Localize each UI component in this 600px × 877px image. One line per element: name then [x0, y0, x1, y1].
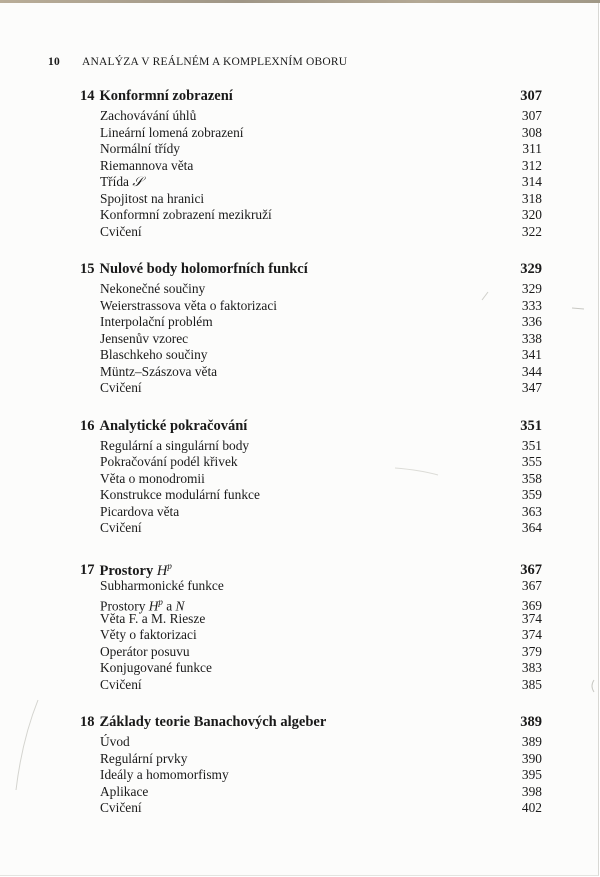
section-title: Lineární lomená zobrazení	[100, 124, 244, 140]
section-list	[80, 438, 542, 537]
scan-mark	[16, 700, 38, 790]
toc-entry[interactable]	[100, 734, 542, 751]
page-top-edge	[0, 0, 600, 3]
chapter-number: 18	[80, 714, 95, 730]
section-list	[80, 281, 542, 397]
section-page: 336	[521, 314, 542, 329]
section-page: 359	[521, 487, 542, 502]
toc-entry[interactable]	[100, 125, 542, 142]
section-page: 318	[521, 190, 542, 206]
toc-entry[interactable]	[100, 174, 542, 191]
section-page: 402	[521, 800, 542, 815]
page-number: 10	[48, 56, 60, 68]
toc-entry[interactable]	[100, 298, 542, 315]
section-title: Cvičení	[100, 223, 142, 239]
chapter-heading[interactable]	[80, 85, 542, 107]
section-title: Zachovávání úhlů	[100, 108, 197, 123]
section-title: Věta o monodromii	[100, 470, 205, 486]
section-page: 374	[521, 627, 542, 642]
toc-entry[interactable]	[100, 281, 542, 298]
toc-entry[interactable]	[100, 438, 542, 455]
section-page: 351	[521, 437, 542, 453]
section-title: Weierstrassova věta o faktorizaci	[100, 297, 278, 313]
toc-entry[interactable]	[100, 108, 542, 125]
chapter-title: Nulové body holomorfních funkcí	[99, 261, 308, 277]
section-page: 358	[521, 470, 542, 486]
section-title: Úvod	[100, 734, 130, 749]
chapter-page: 351	[520, 417, 542, 434]
section-title: Nekonečné součiny	[100, 281, 206, 296]
section-title: Riemannova věta	[100, 157, 194, 173]
section-page: 322	[521, 223, 542, 239]
chapter-18	[80, 711, 542, 817]
toc-entry[interactable]	[100, 454, 542, 471]
chapter-title: Základy teorie Banachových algeber	[99, 714, 327, 730]
section-title: Ideály a homomorfismy	[100, 767, 229, 782]
chapter-page: 389	[520, 714, 542, 730]
section-title: Konstrukce modulární funkce	[100, 487, 260, 502]
math-superscript-p: p	[158, 597, 163, 607]
section-page: 379	[521, 643, 542, 659]
section-page: 367	[521, 577, 542, 593]
section-page: 369	[521, 598, 542, 614]
section-page: 308	[521, 124, 542, 140]
section-list	[80, 578, 542, 694]
section-page: 311	[522, 141, 542, 156]
section-page: 307	[521, 108, 542, 123]
section-title: Pokračování podél křivek	[100, 454, 238, 469]
toc-entry[interactable]	[100, 207, 542, 224]
chapter-title: Konformní zobrazení	[99, 88, 233, 104]
scan-mark	[572, 308, 584, 309]
section-page: 344	[521, 363, 542, 379]
section-title: Normální třídy	[100, 141, 180, 156]
section-page: 395	[521, 767, 542, 782]
section-title: Cvičení	[100, 800, 142, 815]
book-title: ANALÝZA V REÁLNÉM A KOMPLEXNÍM OBORU	[82, 56, 348, 68]
running-head	[48, 56, 347, 68]
section-title: Aplikace	[100, 783, 149, 799]
toc-entry[interactable]	[100, 331, 542, 348]
section-title: Cvičení	[100, 520, 142, 535]
toc-entry[interactable]	[100, 660, 542, 677]
toc-entry[interactable]	[100, 677, 542, 694]
section-title: Picardova věta	[100, 503, 180, 519]
toc-entry[interactable]	[100, 578, 542, 595]
math-superscript-p: p	[167, 560, 172, 571]
toc-entry[interactable]	[100, 751, 542, 768]
toc-entry[interactable]	[100, 611, 542, 628]
toc-entry[interactable]	[100, 627, 542, 644]
chapter-title: Prostory	[99, 562, 157, 579]
section-title: Müntz–Szászova věta	[100, 363, 218, 379]
section-page: 364	[521, 520, 542, 535]
section-title: Spojitost na hranici	[100, 190, 205, 206]
math-N: N	[175, 598, 185, 614]
section-list	[80, 734, 542, 817]
section-title: Blaschkeho součiny	[100, 347, 208, 362]
chapter-heading[interactable]	[80, 711, 542, 733]
section-page: 341	[521, 347, 542, 362]
section-page: 374	[521, 610, 542, 626]
toc-entry[interactable]	[100, 487, 542, 504]
section-title: Subharmonické funkce	[100, 577, 224, 593]
chapter-15	[80, 258, 542, 397]
toc-entry[interactable]	[100, 520, 542, 537]
chapter-14	[80, 85, 542, 240]
toc-entry[interactable]	[100, 191, 542, 208]
chapter-number: 15	[80, 261, 95, 277]
section-title: Konjugované funkce	[100, 660, 212, 675]
toc-entry[interactable]	[100, 784, 542, 801]
toc-entry[interactable]	[100, 314, 542, 331]
section-page: 338	[521, 330, 542, 346]
section-page: 314	[521, 174, 542, 189]
toc-entry[interactable]	[100, 800, 542, 817]
toc-entry[interactable]	[100, 767, 542, 784]
section-title: Věty o faktorizaci	[100, 627, 197, 642]
section-title: Prostory	[100, 598, 149, 614]
section-page: 347	[521, 380, 542, 395]
toc-entry[interactable]	[100, 158, 542, 175]
section-page: 329	[521, 281, 542, 296]
chapter-page: 329	[520, 261, 542, 277]
section-page: 385	[521, 676, 542, 692]
section-title: Operátor posuvu	[100, 643, 190, 659]
table-of-contents	[80, 85, 542, 835]
section-title: Regulární prvky	[100, 750, 188, 766]
section-page: 333	[521, 297, 542, 313]
toc-entry[interactable]	[100, 644, 542, 661]
toc-entry[interactable]	[100, 224, 542, 241]
section-title: Třída	[100, 174, 133, 189]
section-page: 390	[521, 750, 542, 766]
toc-entry[interactable]	[100, 504, 542, 521]
toc-entry[interactable]	[100, 380, 542, 397]
toc-entry[interactable]	[100, 594, 542, 614]
section-page: 398	[521, 783, 542, 799]
chapter-heading[interactable]	[80, 258, 542, 280]
section-title-wrap	[100, 174, 143, 192]
section-page: 383	[521, 660, 542, 675]
section-page: 355	[521, 454, 542, 469]
section-title: Cvičení	[100, 380, 142, 395]
chapter-title: Analytické pokračování	[99, 417, 248, 434]
section-page: 312	[521, 157, 542, 173]
section-title: Věta F. a M. Riesze	[100, 610, 206, 626]
math-H: H	[156, 562, 168, 579]
toc-entry[interactable]	[100, 141, 542, 158]
chapter-number: 16	[80, 417, 95, 434]
toc-entry[interactable]	[100, 347, 542, 364]
toc-entry[interactable]	[100, 364, 542, 381]
chapter-page: 367	[520, 562, 542, 579]
chapter-17	[80, 555, 542, 694]
script-s-symbol: 𝒮	[132, 175, 143, 190]
chapter-heading[interactable]	[80, 555, 542, 577]
section-title: Cvičení	[100, 676, 142, 692]
math-H: H	[148, 598, 159, 614]
chapter-heading[interactable]	[80, 415, 542, 437]
section-title: Regulární a singulární body	[100, 437, 250, 453]
section-list	[80, 108, 542, 240]
toc-entry[interactable]	[100, 471, 542, 488]
scan-mark	[592, 680, 594, 692]
section-page: 389	[521, 734, 542, 749]
section-page: 320	[521, 207, 542, 222]
chapter-number: 17	[80, 562, 95, 579]
section-title-tail: a	[162, 598, 176, 614]
section-title: Konformní zobrazení mezikruží	[100, 207, 272, 222]
section-page: 363	[521, 503, 542, 519]
chapter-number: 14	[80, 88, 95, 104]
section-title: Interpolační problém	[100, 314, 213, 329]
chapter-page: 307	[520, 88, 542, 104]
chapter-16	[80, 415, 542, 537]
section-title: Jensenův vzorec	[100, 330, 189, 346]
